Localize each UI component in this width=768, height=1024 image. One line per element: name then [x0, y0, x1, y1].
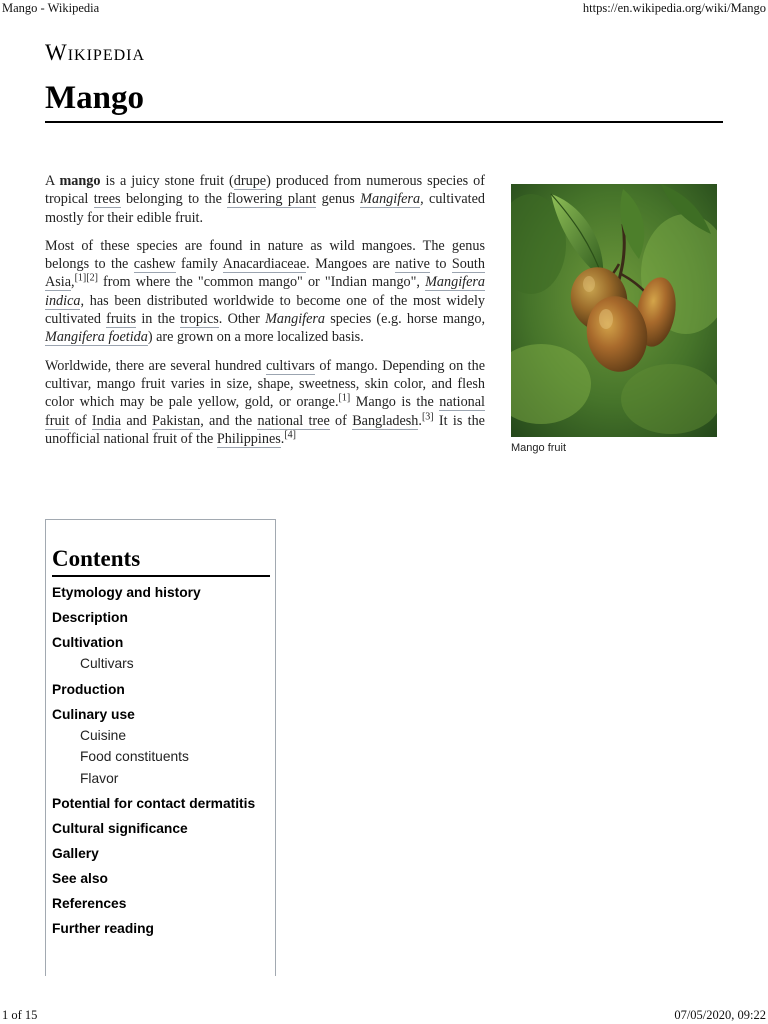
- print-datetime: 07/05/2020, 09:22: [674, 1008, 766, 1022]
- toc-item-production[interactable]: Production: [52, 681, 125, 697]
- link-mangifera-foetida[interactable]: Mangifera foetida: [45, 329, 148, 346]
- toc-subitem-cuisine[interactable]: Cuisine: [80, 727, 127, 743]
- link-anacardiaceae[interactable]: Anacardiaceae: [222, 256, 307, 273]
- citation-1[interactable]: [1]: [74, 272, 87, 284]
- print-header: [0, 0, 768, 18]
- link-bangladesh[interactable]: Bangladesh: [352, 412, 419, 429]
- toc-item-further-reading[interactable]: Further reading: [52, 921, 154, 936]
- citation-2[interactable]: [2]: [86, 272, 98, 284]
- link-pakistan[interactable]: Pakistan: [152, 412, 201, 429]
- toc-item-culinary-use[interactable]: Culinary use: [52, 706, 135, 722]
- link-tropics[interactable]: tropics: [180, 311, 219, 328]
- intro-paragraph-2: Most of these species are found in nature as wild mangoes. The genus belongs to the cashew family Anacardiaceae. Mangoes are native to South Asia,[1][2] from where the "common mango" or "Indian mango", Mangifera indica, has been distributed worldwide to become one of the most widely cultivated fruits in the tropics. Other Mangifera species (e.g. horse mango, Mangifera foetida) are grown on a more localized basis.: [45, 237, 485, 346]
- link-cultivars[interactable]: cultivars: [265, 357, 315, 374]
- page-title: Mango: [45, 80, 723, 123]
- print-tab-title: Mango - Wikipedia: [2, 1, 100, 15]
- citation-3[interactable]: [3]: [421, 410, 434, 422]
- link-national-fruit[interactable]: national fruit: [45, 394, 485, 429]
- link-mangifera-indica[interactable]: Mangifera indica: [45, 274, 485, 309]
- link-national-tree[interactable]: national tree: [257, 412, 330, 429]
- toc-item-references[interactable]: References: [52, 896, 127, 911]
- intro-paragraph-1: A mango is a juicy stone fruit (drupe) produced from numerous species of tropical trees belonging to the flowering plant genus Mangifera, cultivated mostly for their edible fruit.: [45, 173, 485, 226]
- link-fruits[interactable]: fruits: [106, 311, 137, 328]
- bold-term-mango: mango: [59, 173, 101, 189]
- link-drupe[interactable]: drupe: [233, 173, 267, 189]
- toc-list: [52, 583, 270, 939]
- link-trees[interactable]: trees: [93, 191, 121, 208]
- print-footer: [0, 1008, 768, 1024]
- toc-item-contact-dermatitis[interactable]: Potential for contact dermatitis: [52, 796, 256, 811]
- toc-item-cultivation[interactable]: Cultivation: [52, 635, 124, 650]
- mango-fruit-photo[interactable]: [511, 184, 717, 437]
- wikipedia-wordmark[interactable]: Wikipedia: [45, 40, 146, 65]
- citation-4[interactable]: [4]: [284, 429, 296, 441]
- link-india[interactable]: India: [91, 412, 122, 429]
- image-caption: Mango fruit: [511, 442, 567, 454]
- link-mangifera[interactable]: Mangifera: [360, 191, 421, 208]
- table-of-contents: [45, 519, 276, 976]
- toc-subitem-flavor[interactable]: Flavor: [80, 770, 119, 786]
- intro-paragraph-3: Worldwide, there are several hundred cultivars of mango. Depending on the cultivar, mango fruit varies in size, shape, sweetness, skin color, and flesh color which may be pale yellow, gold, or orange.[1] Mango is the national fruit of India and Pakistan, and the national tree of Bangladesh.[3] It is the unofficial national fruit of the Philippines.[4]: [45, 357, 485, 447]
- toc-item-see-also[interactable]: See also: [52, 871, 108, 886]
- infobox: [511, 184, 717, 454]
- toc-title: Contents: [52, 546, 270, 577]
- print-url: https://en.wikipedia.org/wiki/Mango: [582, 1, 766, 15]
- toc-item-etymology-and-history[interactable]: Etymology and history: [52, 585, 201, 600]
- link-philippines[interactable]: Philippines: [216, 430, 281, 447]
- citation-1[interactable]: [1]: [338, 392, 351, 404]
- italic-mangifera: Mangifera: [265, 311, 326, 328]
- toc-subitem-cultivars[interactable]: Cultivars: [80, 656, 134, 671]
- page-counter: 1 of 15: [2, 1008, 38, 1022]
- article-body: [45, 172, 485, 458]
- link-flowering-plant[interactable]: flowering plant: [227, 191, 317, 208]
- toc-item-cultural-significance[interactable]: Cultural significance: [52, 821, 188, 836]
- link-native[interactable]: native: [395, 256, 430, 273]
- link-south-asia[interactable]: South Asia: [45, 256, 485, 291]
- toc-item-gallery[interactable]: Gallery: [52, 846, 99, 861]
- link-cashew[interactable]: cashew: [133, 256, 176, 273]
- toc-item-description[interactable]: Description: [52, 610, 128, 625]
- toc-subitem-food-constituents[interactable]: Food constituents: [80, 749, 189, 764]
